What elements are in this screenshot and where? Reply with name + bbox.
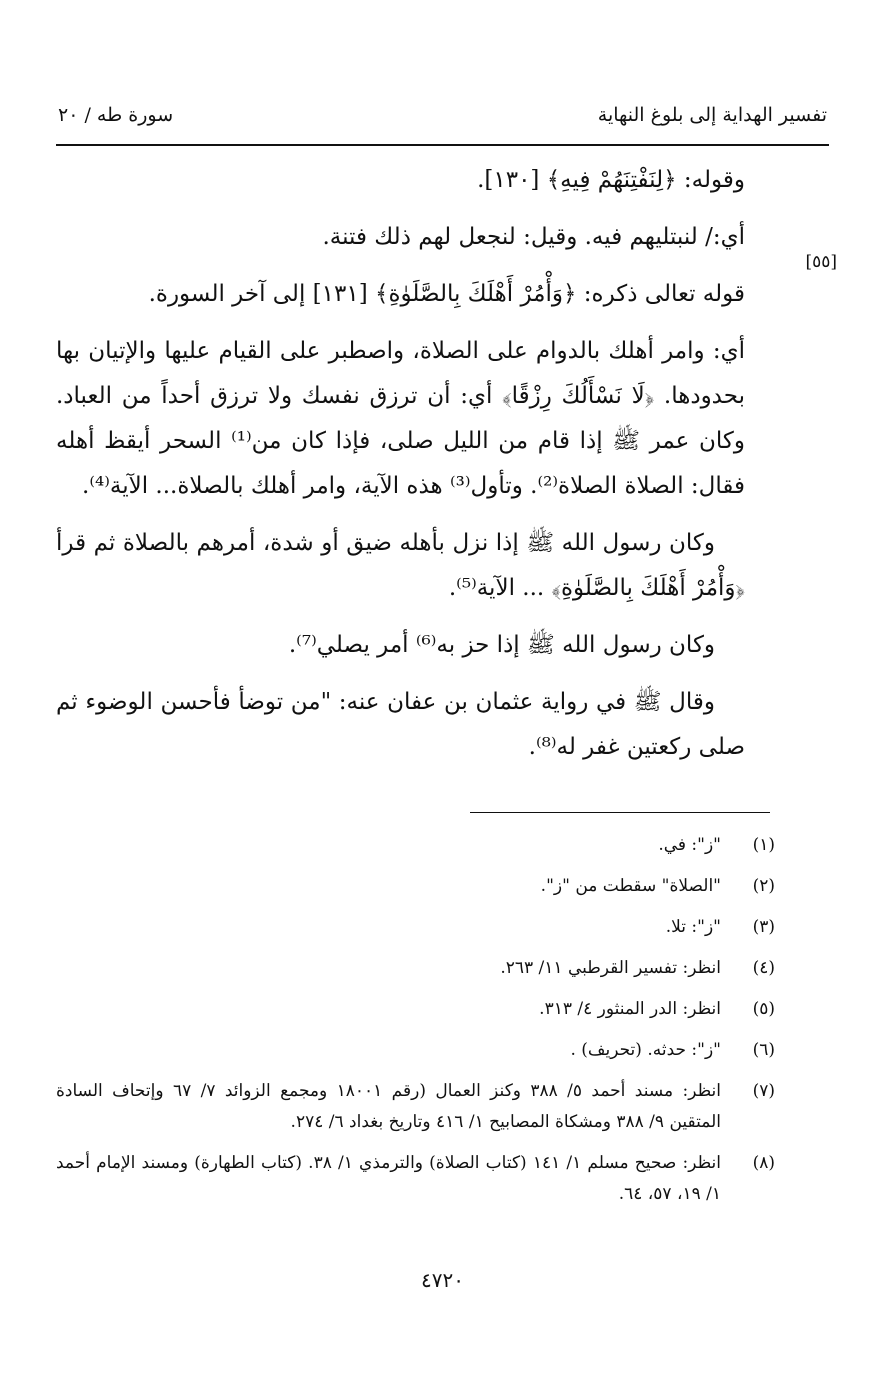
paragraph: أي:/ لنبتليهم فيه. وقيل: لنجعل لهم ذلك فتنة. <box>322 224 745 250</box>
running-header-book-title: تفسير الهداية إلى بلوغ النهاية <box>597 104 827 126</box>
footnote-item <box>56 953 775 984</box>
footnote-item <box>56 1148 775 1210</box>
footnote-item <box>56 994 775 1025</box>
footnote-number: (٧) <box>752 1081 775 1101</box>
paragraph: وكان رسول الله ﷺ إذا حز به⁽⁶⁾ أمر يصلي⁽⁷⁾. <box>288 632 715 658</box>
footnote-number: (٢) <box>752 876 775 896</box>
paragraph: وقوله: ﴿لِنَفْتِنَهُمْ فِيهِ﴾ [١٣٠]. <box>477 167 745 193</box>
main-text <box>56 158 745 770</box>
paragraph: أي: وامر أهلك بالدوام على الصلاة، واصطبر على القيام عليها والإتيان بها بحدودها. ﴿لَا نَسْأَلُكَ رِزْقًا﴾ أي: أن ترزق نفسك ولا ترزق أحداً من العباد. وكان عمر ﷺ إذا قام من الليل صلى، فإذا كان من⁽¹⁾ السحر أيقظ أهله فقال: الصلاة الصلاة⁽²⁾. وتأول⁽³⁾ هذه الآية، وامر أهلك بالصلاة... الآية⁽⁴⁾. <box>56 338 745 499</box>
footnote-item <box>56 871 775 902</box>
paragraph: وكان رسول الله ﷺ إذا نزل بأهله ضيق أو شدة، أمرهم بالصلاة ثم قرأ ﴿وَأْمُرْ أَهْلَكَ بِالصَّلَوٰةِ﴾ ... الآية⁽⁵⁾. <box>56 530 745 601</box>
paragraph: وقال ﷺ في رواية عثمان بن عفان عنه: "من توضأ فأحسن الوضوء ثم صلى ركعتين غفر له⁽⁸⁾. <box>56 689 745 760</box>
footnote-number: (٤) <box>752 958 775 978</box>
footnote-text: انظر: الدر المنثور ٤/ ٣١٣. <box>539 999 721 1019</box>
running-header-surah: سورة طه / ٢٠ <box>58 104 174 126</box>
header-rule <box>56 144 829 146</box>
margin-note: [٥٥] <box>805 252 837 272</box>
footnote-number: (١) <box>752 835 775 855</box>
footnote-text: "ز": حدثه. (تحريف) . <box>570 1040 721 1060</box>
footnote-item <box>56 1076 775 1138</box>
footnote-number: (٥) <box>752 999 775 1019</box>
paragraph: قوله تعالى ذكره: ﴿وَأْمُرْ أَهْلَكَ بِالصَّلَوٰةِ﴾ [١٣١] إلى آخر السورة. <box>148 281 745 307</box>
footnote-rule <box>470 812 770 813</box>
page-number: ٤٧٢٠ <box>421 1268 464 1292</box>
footnote-text: "ز": تلا. <box>665 917 721 937</box>
footnote-item <box>56 830 775 861</box>
footnote-item <box>56 912 775 943</box>
footnote-text: انظر: صحيح مسلم ١/ ١٤١ (كتاب الصلاة) والترمذي ١/ ٣٨. (كتاب الطهارة) ومسند الإمام أحمد ١/ ١٩، ٥٧، ٦٤. <box>56 1153 721 1204</box>
footnote-number: (٦) <box>752 1040 775 1060</box>
footnote-text: "ز": في. <box>658 835 721 855</box>
footnote-number: (٨) <box>752 1153 775 1173</box>
footnote-item <box>56 1035 775 1066</box>
footnote-text: "الصلاة" سقطت من "ز". <box>540 876 721 896</box>
footnote-text: انظر: تفسير القرطبي ١١/ ٢٦٣. <box>500 958 721 978</box>
footnotes <box>56 830 775 1220</box>
footnote-text: انظر: مسند أحمد ٥/ ٣٨٨ وكنز العمال (رقم ١٨٠٠١ ومجمع الزوائد ٧/ ٦٧ وإتحاف السادة المتقين ٩/ ٣٨٨ ومشكاة المصابيح ١/ ٤١٦ وتاريخ بغداد ٦/ ٢٧٤. <box>56 1081 721 1132</box>
footnote-number: (٣) <box>752 917 775 937</box>
